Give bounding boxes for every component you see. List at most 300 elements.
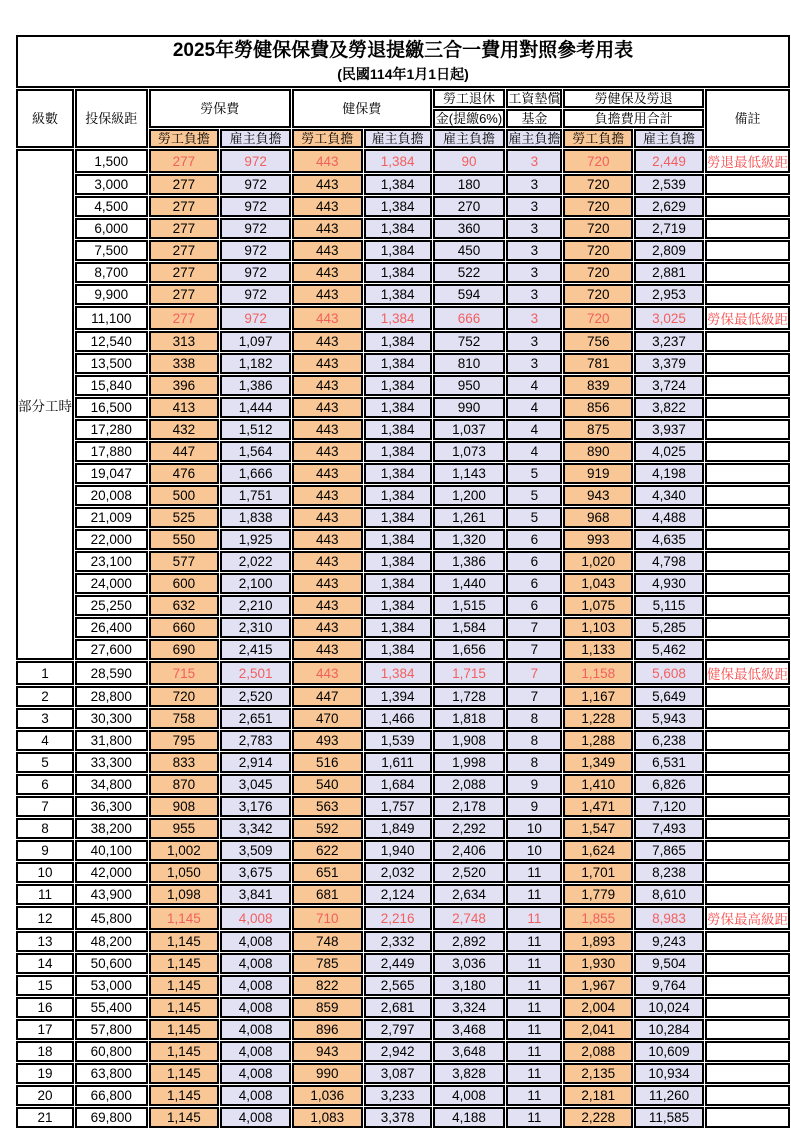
wage-fund-employer-cell: 11 [506, 906, 562, 930]
total-employee-cell: 968 [563, 507, 633, 528]
table-row [16, 884, 790, 905]
labor-fee-employer-cell: 3,841 [220, 884, 291, 905]
note-cell [705, 262, 790, 283]
salary-cell: 27,600 [75, 639, 148, 660]
title-row [16, 35, 790, 88]
salary-cell: 19,047 [75, 463, 148, 484]
total-employee-cell: 1,158 [563, 661, 633, 685]
total-employee-cell: 781 [563, 353, 633, 374]
wage-fund-employer-cell: 7 [506, 686, 562, 707]
pension-employer-cell: 990 [433, 397, 506, 418]
wage-fund-employer-cell: 11 [506, 953, 562, 974]
salary-cell: 38,200 [75, 818, 148, 839]
pension-employer-cell: 522 [433, 262, 506, 283]
labor-fee-employee-cell: 908 [149, 796, 220, 817]
total-employer-cell: 9,764 [634, 975, 704, 996]
health-fee-employee-cell: 443 [292, 419, 363, 440]
pension-employer-cell: 2,088 [433, 774, 506, 795]
salary-cell: 17,280 [75, 419, 148, 440]
salary-cell: 26,400 [75, 617, 148, 638]
salary-cell: 55,400 [75, 997, 148, 1018]
salary-cell: 28,590 [75, 661, 148, 685]
level-cell: 21 [16, 1107, 74, 1128]
note-cell [705, 284, 790, 305]
labor-fee-employer-cell: 1,512 [220, 419, 291, 440]
table-row [16, 397, 790, 418]
level-cell: 3 [16, 708, 74, 729]
total-employer-cell: 3,025 [634, 306, 704, 330]
total-employee-cell: 720 [563, 218, 633, 239]
wage-fund-employer-cell: 8 [506, 708, 562, 729]
total-employer-cell: 5,649 [634, 686, 704, 707]
health-fee-employee-cell: 443 [292, 331, 363, 352]
pension-employer-cell: 180 [433, 174, 506, 195]
health-fee-employer-cell: 1,384 [364, 149, 432, 173]
pension-employer-cell: 2,892 [433, 931, 506, 952]
labor-fee-employee-cell: 600 [149, 573, 220, 594]
health-fee-employer-cell: 1,384 [364, 595, 432, 616]
wage-fund-employer-cell: 3 [506, 196, 562, 217]
health-fee-employer-cell: 1,384 [364, 529, 432, 550]
note-cell [705, 774, 790, 795]
wage-fund-employer-cell: 6 [506, 529, 562, 550]
wage-fund-employer-cell: 4 [506, 375, 562, 396]
subheader-health-employee: 勞工負擔 [292, 129, 363, 148]
pension-employer-cell: 810 [433, 353, 506, 374]
health-fee-employee-cell: 443 [292, 551, 363, 572]
pension-employer-cell: 1,715 [433, 661, 506, 685]
note-cell [705, 1107, 790, 1128]
labor-fee-employer-cell: 2,501 [220, 661, 291, 685]
labor-fee-employee-cell: 715 [149, 661, 220, 685]
note-cell [705, 953, 790, 974]
labor-fee-employee-cell: 1,145 [149, 1019, 220, 1040]
wage-fund-employer-cell: 3 [506, 306, 562, 330]
salary-cell: 42,000 [75, 862, 148, 883]
header-note: 備註 [705, 89, 790, 148]
salary-cell: 43,900 [75, 884, 148, 905]
total-employee-cell: 993 [563, 529, 633, 550]
wage-fund-employer-cell: 3 [506, 331, 562, 352]
wage-fund-employer-cell: 7 [506, 639, 562, 660]
table-row [16, 507, 790, 528]
total-employee-cell: 1,020 [563, 551, 633, 572]
level-cell: 12 [16, 906, 74, 930]
pension-employer-cell: 1,143 [433, 463, 506, 484]
total-employee-cell: 2,088 [563, 1041, 633, 1062]
health-fee-employee-cell: 443 [292, 240, 363, 261]
table-row [16, 419, 790, 440]
labor-fee-employee-cell: 720 [149, 686, 220, 707]
labor-fee-employer-cell: 1,444 [220, 397, 291, 418]
table-row [16, 730, 790, 751]
labor-fee-employee-cell: 277 [149, 262, 220, 283]
note-cell [705, 240, 790, 261]
health-fee-employer-cell: 1,849 [364, 818, 432, 839]
pension-employer-cell: 2,634 [433, 884, 506, 905]
pension-employer-cell: 3,468 [433, 1019, 506, 1040]
salary-cell: 28,800 [75, 686, 148, 707]
table-row [16, 997, 790, 1018]
labor-fee-employee-cell: 660 [149, 617, 220, 638]
health-fee-employer-cell: 1,384 [364, 397, 432, 418]
wage-fund-employer-cell: 11 [506, 862, 562, 883]
note-cell [705, 617, 790, 638]
note-cell [705, 686, 790, 707]
table-row [16, 306, 790, 330]
pension-employer-cell: 3,036 [433, 953, 506, 974]
note-cell [705, 818, 790, 839]
health-fee-employer-cell: 1,384 [364, 240, 432, 261]
labor-fee-employer-cell: 4,008 [220, 1041, 291, 1062]
note-cell [705, 639, 790, 660]
pension-employer-cell: 752 [433, 331, 506, 352]
health-fee-employer-cell: 1,384 [364, 639, 432, 660]
pension-employer-cell: 3,828 [433, 1063, 506, 1084]
health-fee-employee-cell: 493 [292, 730, 363, 751]
table-row [16, 1107, 790, 1128]
health-fee-employer-cell: 1,384 [364, 485, 432, 506]
salary-cell: 6,000 [75, 218, 148, 239]
health-fee-employer-cell: 1,384 [364, 661, 432, 685]
health-fee-employee-cell: 1,083 [292, 1107, 363, 1128]
health-fee-employee-cell: 592 [292, 818, 363, 839]
pension-employer-cell: 1,728 [433, 686, 506, 707]
total-employee-cell: 1,930 [563, 953, 633, 974]
salary-cell: 16,500 [75, 397, 148, 418]
note-cell [705, 884, 790, 905]
labor-fee-employee-cell: 955 [149, 818, 220, 839]
salary-cell: 13,500 [75, 353, 148, 374]
wage-fund-employer-cell: 7 [506, 617, 562, 638]
wage-fund-employer-cell: 10 [506, 818, 562, 839]
table-row [16, 708, 790, 729]
note-cell [705, 752, 790, 773]
labor-fee-employer-cell: 1,097 [220, 331, 291, 352]
health-fee-employee-cell: 443 [292, 397, 363, 418]
total-employer-cell: 4,798 [634, 551, 704, 572]
note-cell [705, 419, 790, 440]
labor-fee-employer-cell: 972 [220, 174, 291, 195]
note-cell [705, 397, 790, 418]
health-fee-employer-cell: 2,565 [364, 975, 432, 996]
labor-fee-employer-cell: 972 [220, 196, 291, 217]
level-cell: 18 [16, 1041, 74, 1062]
salary-cell: 3,000 [75, 174, 148, 195]
header-pension-line2: 金(提繳6%) [433, 109, 506, 128]
labor-fee-employee-cell: 277 [149, 149, 220, 173]
labor-fee-employer-cell: 1,925 [220, 529, 291, 550]
table-row [16, 463, 790, 484]
total-employee-cell: 1,967 [563, 975, 633, 996]
total-employer-cell: 6,238 [634, 730, 704, 751]
salary-cell: 25,250 [75, 595, 148, 616]
health-fee-employee-cell: 443 [292, 196, 363, 217]
table-row [16, 686, 790, 707]
note-cell: 勞退最低級距 [705, 149, 790, 173]
total-employee-cell: 2,228 [563, 1107, 633, 1128]
health-fee-employee-cell: 785 [292, 953, 363, 974]
table-row [16, 774, 790, 795]
note-cell [705, 196, 790, 217]
health-fee-employee-cell: 859 [292, 997, 363, 1018]
pension-employer-cell: 1,656 [433, 639, 506, 660]
total-employee-cell: 2,041 [563, 1019, 633, 1040]
salary-cell: 63,800 [75, 1063, 148, 1084]
labor-fee-employer-cell: 4,008 [220, 953, 291, 974]
health-fee-employee-cell: 470 [292, 708, 363, 729]
labor-fee-employer-cell: 1,182 [220, 353, 291, 374]
health-fee-employee-cell: 443 [292, 174, 363, 195]
labor-fee-employer-cell: 1,564 [220, 441, 291, 462]
labor-fee-employee-cell: 277 [149, 284, 220, 305]
table-row [16, 931, 790, 952]
health-fee-employee-cell: 443 [292, 441, 363, 462]
salary-cell: 53,000 [75, 975, 148, 996]
table-row [16, 661, 790, 685]
subheader-pension-employer: 雇主負擔 [433, 129, 506, 148]
total-employee-cell: 1,228 [563, 708, 633, 729]
wage-fund-employer-cell: 11 [506, 1019, 562, 1040]
note-cell [705, 730, 790, 751]
total-employer-cell: 4,488 [634, 507, 704, 528]
note-cell: 勞保最低級距 [705, 306, 790, 330]
wage-fund-employer-cell: 4 [506, 419, 562, 440]
total-employee-cell: 1,779 [563, 884, 633, 905]
labor-fee-employer-cell: 2,415 [220, 639, 291, 660]
table-row [16, 551, 790, 572]
page-subtitle: (民國114年1月1日起) [337, 66, 469, 82]
level-cell: 9 [16, 840, 74, 861]
note-cell [705, 975, 790, 996]
health-fee-employee-cell: 443 [292, 529, 363, 550]
labor-fee-employer-cell: 3,045 [220, 774, 291, 795]
wage-fund-employer-cell: 10 [506, 840, 562, 861]
table-row [16, 262, 790, 283]
labor-fee-employee-cell: 500 [149, 485, 220, 506]
health-fee-employer-cell: 2,681 [364, 997, 432, 1018]
note-cell [705, 1063, 790, 1084]
health-fee-employer-cell: 1,940 [364, 840, 432, 861]
health-fee-employer-cell: 3,378 [364, 1107, 432, 1128]
health-fee-employee-cell: 443 [292, 262, 363, 283]
labor-fee-employer-cell: 3,675 [220, 862, 291, 883]
labor-fee-employee-cell: 313 [149, 331, 220, 352]
health-fee-employer-cell: 1,384 [364, 441, 432, 462]
health-fee-employer-cell: 3,087 [364, 1063, 432, 1084]
pension-employer-cell: 1,037 [433, 419, 506, 440]
salary-cell: 23,100 [75, 551, 148, 572]
level-cell: 11 [16, 884, 74, 905]
health-fee-employee-cell: 651 [292, 862, 363, 883]
wage-fund-employer-cell: 3 [506, 149, 562, 173]
total-employer-cell: 10,024 [634, 997, 704, 1018]
salary-cell: 34,800 [75, 774, 148, 795]
wage-fund-employer-cell: 11 [506, 997, 562, 1018]
table-row [16, 617, 790, 638]
labor-fee-employer-cell: 2,520 [220, 686, 291, 707]
header-total-line1: 勞健保及勞退 [563, 89, 704, 108]
labor-fee-employer-cell: 2,651 [220, 708, 291, 729]
health-fee-employee-cell: 748 [292, 931, 363, 952]
labor-fee-employee-cell: 870 [149, 774, 220, 795]
wage-fund-employer-cell: 3 [506, 262, 562, 283]
table-row [16, 573, 790, 594]
salary-cell: 15,840 [75, 375, 148, 396]
labor-fee-employer-cell: 4,008 [220, 997, 291, 1018]
labor-fee-employee-cell: 277 [149, 306, 220, 330]
wage-fund-employer-cell: 7 [506, 661, 562, 685]
health-fee-employer-cell: 1,757 [364, 796, 432, 817]
level-cell: 15 [16, 975, 74, 996]
health-fee-employee-cell: 710 [292, 906, 363, 930]
table-row [16, 529, 790, 550]
labor-fee-employer-cell: 972 [220, 149, 291, 173]
labor-fee-employee-cell: 1,145 [149, 975, 220, 996]
health-fee-employer-cell: 2,124 [364, 884, 432, 905]
labor-fee-employee-cell: 277 [149, 196, 220, 217]
pension-employer-cell: 2,748 [433, 906, 506, 930]
header-row-1 [16, 89, 790, 108]
page-title: 2025年勞健保保費及勞退提繳三合一費用對照參考用表 [172, 40, 634, 61]
subheader-health-employer: 雇主負擔 [364, 129, 432, 148]
wage-fund-employer-cell: 3 [506, 240, 562, 261]
total-employee-cell: 919 [563, 463, 633, 484]
header-pension-line1: 勞工退休 [433, 89, 506, 108]
title-cell [16, 35, 790, 88]
subheader-total-employee: 勞工負擔 [563, 129, 633, 148]
health-fee-employee-cell: 443 [292, 284, 363, 305]
health-fee-employee-cell: 443 [292, 218, 363, 239]
note-cell [705, 507, 790, 528]
total-employer-cell: 11,585 [634, 1107, 704, 1128]
note-cell [705, 485, 790, 506]
health-fee-employer-cell: 1,684 [364, 774, 432, 795]
health-fee-employee-cell: 443 [292, 507, 363, 528]
note-cell [705, 218, 790, 239]
labor-fee-employee-cell: 525 [149, 507, 220, 528]
total-employer-cell: 2,449 [634, 149, 704, 173]
pension-employer-cell: 1,261 [433, 507, 506, 528]
health-fee-employer-cell: 2,332 [364, 931, 432, 952]
total-employer-cell: 2,953 [634, 284, 704, 305]
salary-cell: 69,800 [75, 1107, 148, 1128]
wage-fund-employer-cell: 9 [506, 774, 562, 795]
level-cell: 6 [16, 774, 74, 795]
health-fee-employer-cell: 1,539 [364, 730, 432, 751]
total-employer-cell: 9,243 [634, 931, 704, 952]
level-cell: 13 [16, 931, 74, 952]
pension-employer-cell: 3,180 [433, 975, 506, 996]
labor-fee-employee-cell: 277 [149, 218, 220, 239]
salary-cell: 50,600 [75, 953, 148, 974]
labor-fee-employer-cell: 972 [220, 262, 291, 283]
health-fee-employer-cell: 1,384 [364, 284, 432, 305]
health-fee-employee-cell: 622 [292, 840, 363, 861]
wage-fund-employer-cell: 11 [506, 975, 562, 996]
health-fee-employee-cell: 443 [292, 661, 363, 685]
total-employee-cell: 2,135 [563, 1063, 633, 1084]
health-fee-employee-cell: 822 [292, 975, 363, 996]
labor-fee-employer-cell: 1,751 [220, 485, 291, 506]
health-fee-employee-cell: 443 [292, 639, 363, 660]
wage-fund-employer-cell: 3 [506, 353, 562, 374]
pension-employer-cell: 4,188 [433, 1107, 506, 1128]
labor-fee-employer-cell: 2,310 [220, 617, 291, 638]
salary-cell: 66,800 [75, 1085, 148, 1106]
header-health-fee: 健保費 [292, 89, 432, 128]
labor-fee-employee-cell: 432 [149, 419, 220, 440]
table-row [16, 975, 790, 996]
labor-fee-employee-cell: 1,145 [149, 1107, 220, 1128]
salary-cell: 4,500 [75, 196, 148, 217]
note-cell [705, 573, 790, 594]
pension-employer-cell: 1,818 [433, 708, 506, 729]
labor-fee-employee-cell: 413 [149, 397, 220, 418]
total-employer-cell: 4,635 [634, 529, 704, 550]
pension-employer-cell: 1,998 [433, 752, 506, 773]
total-employee-cell: 1,349 [563, 752, 633, 773]
health-fee-employee-cell: 443 [292, 353, 363, 374]
salary-cell: 8,700 [75, 262, 148, 283]
labor-fee-employer-cell: 972 [220, 306, 291, 330]
health-fee-employee-cell: 443 [292, 375, 363, 396]
level-cell: 8 [16, 818, 74, 839]
total-employer-cell: 5,462 [634, 639, 704, 660]
wage-fund-employer-cell: 3 [506, 174, 562, 195]
table-row [16, 149, 790, 173]
health-fee-employee-cell: 540 [292, 774, 363, 795]
level-cell: 4 [16, 730, 74, 751]
table-row [16, 639, 790, 660]
table-row [16, 174, 790, 195]
table-row [16, 796, 790, 817]
note-cell [705, 353, 790, 374]
pension-employer-cell: 950 [433, 375, 506, 396]
health-fee-employer-cell: 1,394 [364, 686, 432, 707]
health-fee-employee-cell: 990 [292, 1063, 363, 1084]
labor-fee-employee-cell: 277 [149, 240, 220, 261]
health-fee-employee-cell: 1,036 [292, 1085, 363, 1106]
table-row [16, 284, 790, 305]
table-row [16, 752, 790, 773]
salary-cell: 17,880 [75, 441, 148, 462]
health-fee-employer-cell: 1,384 [364, 419, 432, 440]
total-employee-cell: 756 [563, 331, 633, 352]
salary-cell: 40,100 [75, 840, 148, 861]
total-employer-cell: 5,943 [634, 708, 704, 729]
salary-cell: 60,800 [75, 1041, 148, 1062]
labor-fee-employee-cell: 550 [149, 529, 220, 550]
total-employee-cell: 1,893 [563, 931, 633, 952]
total-employee-cell: 1,701 [563, 862, 633, 883]
labor-fee-employer-cell: 1,666 [220, 463, 291, 484]
health-fee-employee-cell: 563 [292, 796, 363, 817]
health-fee-employee-cell: 447 [292, 686, 363, 707]
total-employee-cell: 890 [563, 441, 633, 462]
wage-fund-employer-cell: 11 [506, 884, 562, 905]
header-insured-salary: 投保級距 [75, 89, 148, 148]
health-fee-employer-cell: 1,384 [364, 353, 432, 374]
health-fee-employee-cell: 443 [292, 573, 363, 594]
level-cell: 5 [16, 752, 74, 773]
total-employee-cell: 720 [563, 306, 633, 330]
total-employer-cell: 7,120 [634, 796, 704, 817]
pension-employer-cell: 4,008 [433, 1085, 506, 1106]
note-cell [705, 529, 790, 550]
labor-fee-employer-cell: 3,342 [220, 818, 291, 839]
wage-fund-employer-cell: 8 [506, 730, 562, 751]
